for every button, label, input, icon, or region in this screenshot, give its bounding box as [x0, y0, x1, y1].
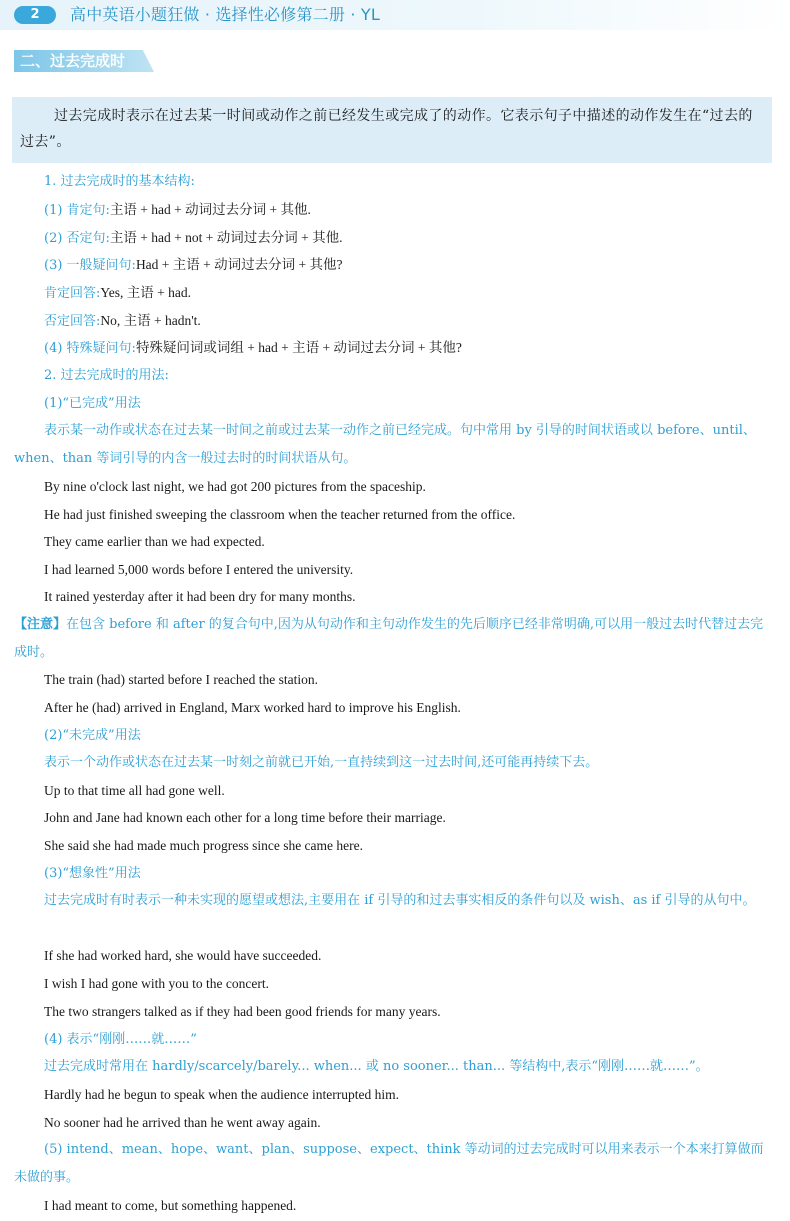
- structure-item-label: (1) 肯定句:: [44, 203, 110, 218]
- structure-item-text: 主语 + had + not + 动词过去分词 + 其他.: [109, 230, 343, 245]
- example-sentence: After he (had) arrived in England, Marx worked hard to improve his English.: [44, 700, 461, 715]
- usage-title: (3)“想象性”用法: [44, 866, 141, 881]
- structure-item: [44, 255, 343, 276]
- structure-item-label: (2) 否定句:: [44, 231, 110, 246]
- usage-title: (2)“未完成”用法: [44, 728, 141, 743]
- example-sentence: I had meant to come, but something happened.: [44, 1198, 297, 1213]
- usage-description: 过去完成时有时表示一种未实现的愿望或想法,主要用在 if 引导的和过去事实相反的条件句以及 wish、as if 引导的从句中。: [44, 893, 756, 908]
- usage-title: (1)“已完成”用法: [44, 396, 141, 411]
- intro-box: [12, 97, 772, 163]
- example-sentence: John and Jane had known each other for a long time before their marriage.: [44, 810, 446, 825]
- note-text: 在包含 before 和 after 的复合句中,因为从句动作和主句动作发生的先后顺序已经非常明确,可以用一般过去时代替过去完成时。: [14, 617, 764, 660]
- structure-item: [44, 200, 311, 221]
- structure-item-label: 否定回答:: [44, 314, 101, 329]
- usage-title: (4) 表示“刚刚……就……”: [44, 1032, 197, 1047]
- structure-item-label: 肯定回答:: [44, 286, 101, 301]
- book-title: 高中英语小题狂做 · 选择性必修第二册 · YL: [70, 5, 381, 24]
- example-sentence: By nine o'clock last night, we had got 200 pictures from the spaceship.: [44, 479, 426, 494]
- example-sentence: The train (had) started before I reached the station.: [44, 672, 318, 687]
- usage-description: (5) intend、mean、hope、want、plan、suppose、expect、think 等动词的过去完成时可以用来表示一个本来打算做而未做的事。: [14, 1142, 764, 1185]
- usage-description: 表示一个动作或状态在过去某一时刻之前就已开始,一直持续到这一过去时间,还可能再持续下去。: [44, 755, 599, 770]
- structure-item: [44, 311, 201, 332]
- example-sentence: The two strangers talked as if they had been good friends for many years.: [44, 1004, 441, 1019]
- usage-description: 表示某一动作或状态在过去某一时间之前或过去某一动作之前已经完成。句中常用 by 引导的时间状语或以 before、until、when、than 等词引导的内含一般过去时的时间状语从句。: [14, 423, 756, 466]
- note-paragraph: [14, 611, 776, 666]
- example-sentence: If she had worked hard, she would have succeeded.: [44, 948, 322, 963]
- example-sentence: She said she had made much progress since she came here.: [44, 838, 364, 853]
- structure-item-text: Had + 主语 + 动词过去分词 + 其他?: [135, 257, 343, 272]
- example-sentence: He had just finished sweeping the classroom when the teacher returned from the office.: [44, 507, 516, 522]
- structure-item-text: 特殊疑问词或词组 + had + 主语 + 动词过去分词 + 其他?: [135, 340, 462, 355]
- usage-description: 过去完成时常用在 hardly/scarcely/barely... when... 或 no sooner... than... 等结构中,表示“刚刚……就……”。: [44, 1059, 709, 1074]
- section-title: 二、过去完成时: [20, 52, 126, 70]
- structure-item-label: (3) 一般疑问句:: [44, 258, 136, 273]
- example-sentence: They came earlier than we had expected.: [44, 534, 265, 549]
- structure-item: [44, 228, 343, 249]
- structure-item-text: Yes, 主语 + had.: [100, 285, 192, 300]
- example-sentence: I had learned 5,000 words before I entered the university.: [44, 562, 354, 577]
- page-number-badge: 2: [14, 6, 56, 24]
- structure-heading: 1. 过去完成时的基本结构:: [44, 174, 195, 189]
- intro-text: 过去完成时表示在过去某一时间或动作之前已经发生或完成了的动作。它表示句子中描述的动作发生在“过去的过去”。: [20, 108, 753, 150]
- example-sentence: It rained yesterday after it had been dry for many months.: [44, 589, 356, 604]
- example-sentence: No sooner had he arrived than he went away again.: [44, 1115, 321, 1130]
- structure-item-text: 主语 + had + 动词过去分词 + 其他.: [109, 202, 311, 217]
- example-sentence: Hardly had he begun to speak when the audience interrupted him.: [44, 1087, 400, 1102]
- structure-item-text: No, 主语 + hadn't.: [100, 313, 201, 328]
- usage-heading: 2. 过去完成时的用法:: [44, 368, 169, 383]
- structure-item: [44, 338, 462, 359]
- note-tag: 【注意】: [14, 617, 67, 632]
- structure-item: [44, 283, 191, 304]
- example-sentence: I wish I had gone with you to the concert.: [44, 976, 269, 991]
- structure-item-label: (4) 特殊疑问句:: [44, 341, 136, 356]
- example-sentence: Up to that time all had gone well.: [44, 783, 225, 798]
